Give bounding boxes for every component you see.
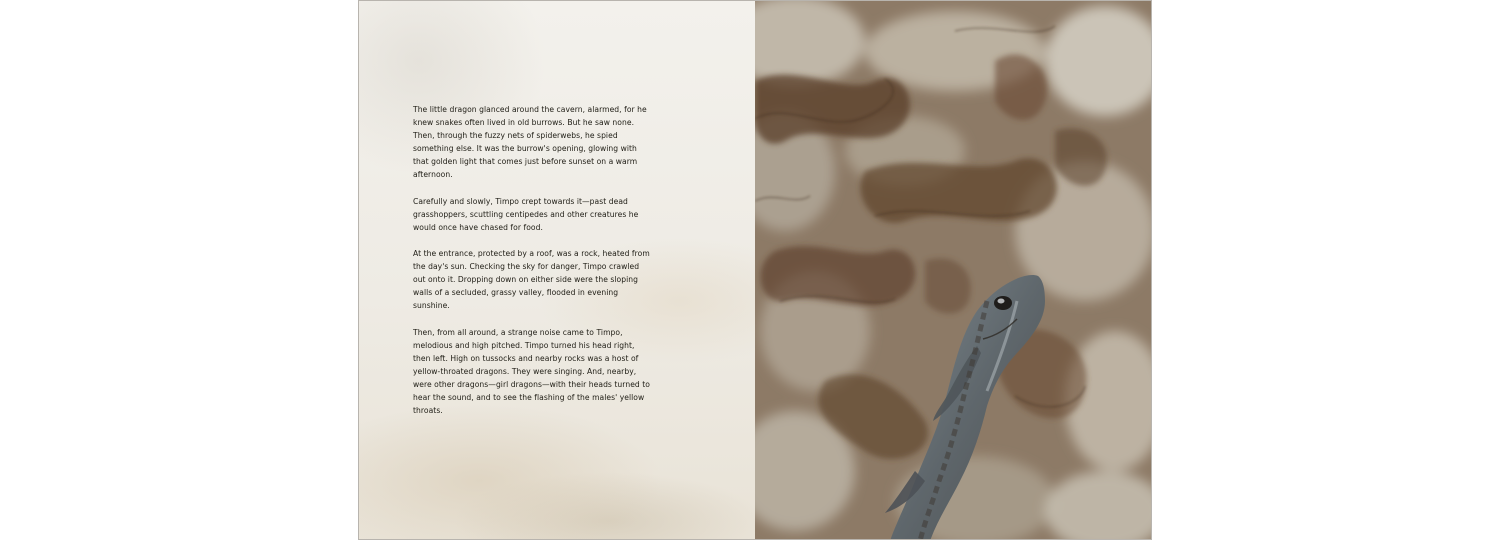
book-spread: [358, 0, 1152, 540]
story-paragraph-2: Carefully and slowly, Timpo crept towards it—past dead grasshoppers, scuttling centipedes and other creatures he would once have chased for food.: [413, 196, 639, 232]
story-paragraph-4: Then, from all around, a strange noise came to Timpo, melodious and high pitched. Timpo turned his head right, then left. High on tussocks and nearby rocks was a host of yellow-throated dragons. They were singing. And, nearby, were other dragons—girl dragons—with their heads turned to hear the sound, and to see the flashing of the males' yellow throats.: [413, 327, 650, 416]
story-paragraph-3: At the entrance, protected by a roof, was a rock, heated from the day's sun. Checking the sky for danger, Timpo crawled out onto it. Dropping down on either side were the sloping walls of a secluded, grassy valley, flooded in evening sunshine.: [413, 249, 650, 311]
story-text: [413, 103, 653, 430]
left-page: [359, 1, 755, 539]
story-paragraph-1: The little dragon glanced around the cavern, alarmed, for he knew snakes often lived in old burrows. But he saw none. Then, through the fuzzy nets of spiderwebs, he spied something else. It was the burrow's opening, glowing with that golden light that comes just before sunset on a warm afternoon.: [413, 105, 647, 180]
lizard-eye-glint: [998, 299, 1005, 304]
right-page: [755, 1, 1151, 539]
illustration-dragon-on-rock: [755, 1, 1151, 539]
